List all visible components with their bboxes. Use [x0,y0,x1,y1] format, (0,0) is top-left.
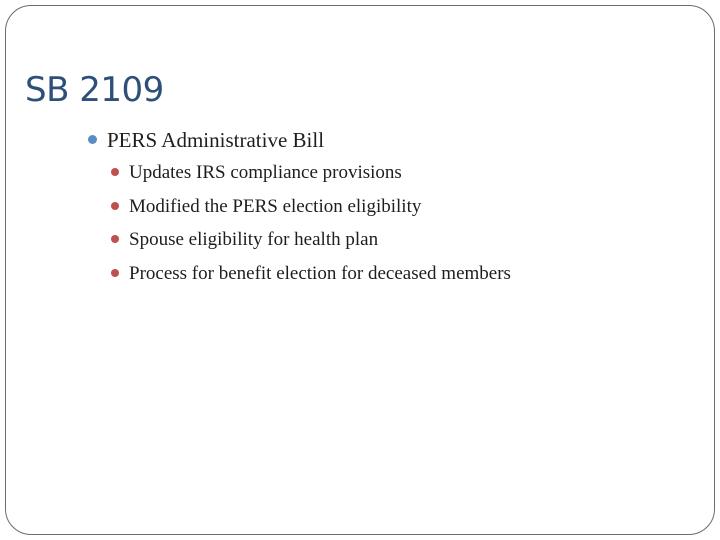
sub-bullet-item [84,223,511,257]
sub-bullet-dot-icon [111,168,119,176]
bullet-item [84,124,511,156]
sub-bullet-dot-icon [111,235,119,243]
sub-bullet-dot-icon [111,202,119,210]
sub-bullet-text: Spouse eligibility for health plan [129,229,379,250]
bullet-dot-icon [88,135,97,144]
slide-frame [5,5,715,535]
bullet-text: PERS Administrative Bill [107,128,325,152]
sub-bullet-text: Modified the PERS election eligibility [129,195,422,217]
bullet-list [84,124,511,290]
sub-bullet-dot-icon [111,269,119,277]
sub-bullet-item [84,190,511,224]
sub-bullet-item [84,156,511,190]
sub-bullet-text: Updates IRS compliance provisions [129,162,402,183]
slide-title: SB 2109 [25,70,164,110]
sub-bullet-text: Process for benefit election for deceased members [129,262,511,284]
sub-bullet-item [84,257,511,291]
